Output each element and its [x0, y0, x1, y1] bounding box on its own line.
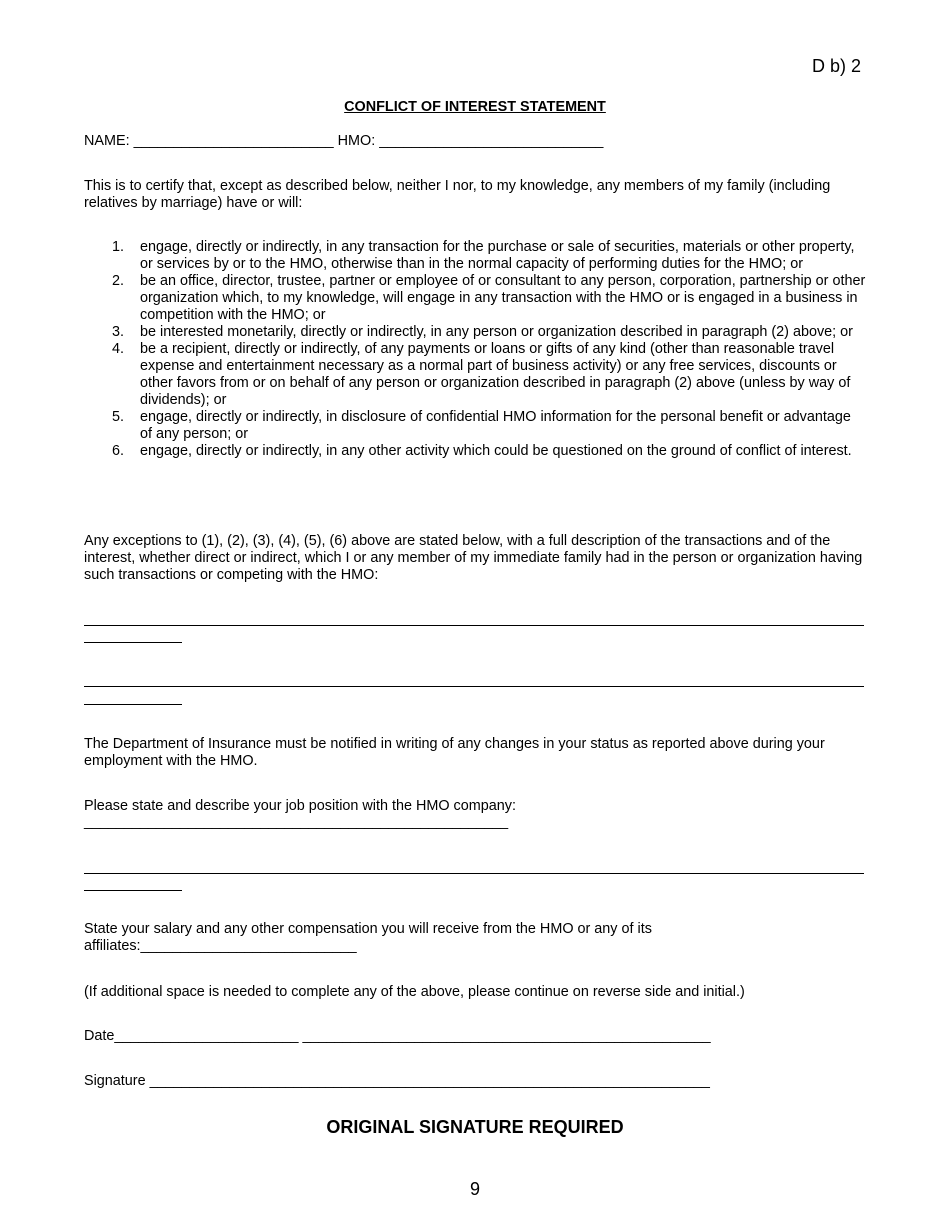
- list-item-number: 3.: [112, 324, 125, 340]
- job-description-blank-line-continued[interactable]: [84, 890, 182, 891]
- original-signature-required: ORIGINAL SIGNATURE REQUIRED: [326, 1117, 624, 1137]
- list-item-text: be an office, director, trustee, partner or employee of or consultant to any person, corporation, partnership or other organization which, to my knowledge, will engage in any transaction with the HMO or is engaged in a business in competition with the HMO; or: [140, 273, 866, 323]
- list-item-number: 6.: [112, 443, 125, 459]
- list-item: [84, 341, 866, 409]
- exception-blank-line[interactable]: [84, 625, 864, 626]
- list-item-number: 5.: [112, 409, 125, 425]
- job-position-blank[interactable]: _____________________________________________________: [84, 814, 509, 830]
- list-item: [84, 273, 866, 324]
- list-item-text: be a recipient, directly or indirectly, of any payments or loans or gifts of any kind (other than reasonable travel expense and entertainment necessary as a normal part of business activity) or any free services, discounts or other favors from or on behalf of any person or organization described in paragraph (2) above (unless by way of dividends); or: [140, 341, 851, 408]
- list-item-text: be interested monetarily, directly or indirectly, in any person or organization described in paragraph (2) above; or: [140, 324, 853, 340]
- list-item-text: engage, directly or indirectly, in any other activity which could be questioned on the ground of conflict of interest.: [140, 443, 852, 459]
- name-hmo-line: NAME: _________________________ HMO: ____________________________: [84, 133, 604, 149]
- list-item-text: engage, directly or indirectly, in disclosure of confidential HMO information for the personal benefit or advantage of any person; or: [140, 409, 851, 442]
- list-item: [84, 443, 866, 460]
- conditions-list: [84, 239, 866, 460]
- exceptions-paragraph: Any exceptions to (1), (2), (3), (4), (5), (6) above are stated below, with a full description of the transactions and of the interest, whether direct or indirect, which I or any member of my immediate family had in the person or organization having such transactions or competing with the HMO:: [84, 533, 863, 583]
- salary-prompt: State your salary and any other compensation you will receive from the HMO or any of its: [84, 921, 652, 937]
- list-item-text: engage, directly or indirectly, in any transaction for the purchase or sale of securities, materials or other property, or services by or to the HMO, otherwise than in the normal capacity of performing duties for the HMO; or: [140, 239, 855, 272]
- job-description-blank-line[interactable]: [84, 873, 864, 874]
- intro-paragraph: This is to certify that, except as described below, neither I nor, to my knowledge, any members of my family (including relatives by marriage) have or will:: [84, 178, 831, 211]
- exception-blank-line-continued[interactable]: [84, 642, 182, 643]
- exception-blank-line-continued[interactable]: [84, 704, 182, 705]
- list-item: [84, 239, 866, 273]
- page-reference: D b) 2: [811, 56, 861, 76]
- signature-field[interactable]: Signature ______________________________________________________________________: [84, 1073, 710, 1089]
- additional-space-note: (If additional space is needed to complete any of the above, please continue on reverse side and initial.): [84, 984, 745, 1000]
- exception-blank-line[interactable]: [84, 686, 864, 687]
- list-item-number: 1.: [112, 239, 125, 255]
- list-item-number: 2.: [112, 273, 125, 289]
- date-field[interactable]: Date_______________________ ___________________________________________________: [84, 1028, 711, 1044]
- list-item-number: 4.: [112, 341, 125, 357]
- list-item: [84, 324, 866, 341]
- page-number: 9: [469, 1179, 480, 1199]
- notice-paragraph: The Department of Insurance must be notified in writing of any changes in your status as reported above during your employment with the HMO.: [84, 736, 825, 769]
- document-title: CONFLICT OF INTEREST STATEMENT: [344, 99, 606, 115]
- list-item: [84, 409, 866, 443]
- salary-affiliates-blank[interactable]: affiliates:___________________________: [84, 938, 357, 954]
- job-position-prompt: Please state and describe your job position with the HMO company:: [84, 798, 516, 814]
